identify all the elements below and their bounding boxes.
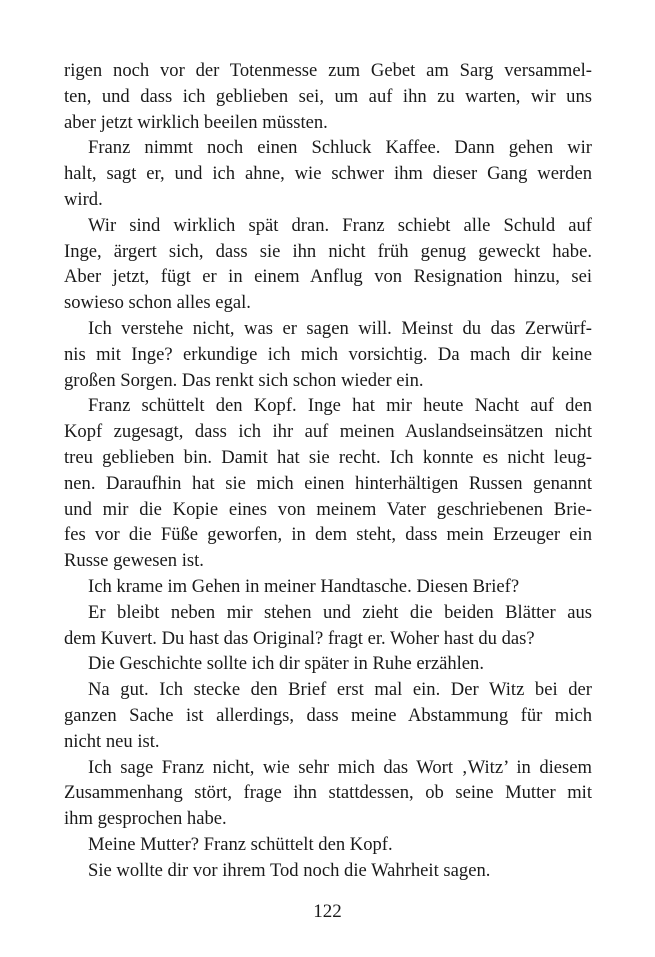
paragraph (64, 677, 592, 754)
text-line: Ich krame im Gehen in meiner Handtasche. Diesen Brief? (88, 575, 520, 597)
text-line: nis mit Inge? erkundige ich mich vorsichtig. Da mach dir keine (64, 343, 592, 365)
paragraph (64, 213, 592, 316)
text-line: Ich sage Franz nicht, wie sehr mich das Wort ‚Witz’ in diesem (88, 756, 592, 778)
paragraph (64, 600, 592, 652)
text-line: nicht neu ist. (64, 730, 160, 752)
page-number: 122 (313, 901, 342, 922)
text-line: Russe gewesen ist. (64, 550, 204, 572)
text-line: Kopf zugesagt, dass ich ihr auf meinen Auslandseinsätzen nicht (64, 421, 592, 443)
paragraph (64, 858, 592, 884)
text-line: großen Sorgen. Das renkt sich schon wieder ein. (64, 369, 424, 391)
text-line: halt, sagt er, und ich ahne, wie schwer ihm dieser Gang werden (64, 163, 592, 185)
text-line: Aber jetzt, fügt er in einem Anflug von Resignation hinzu, sei (64, 266, 592, 288)
text-line: Zusammenhang stört, frage ihn stattdessen, ob seine Mutter mit (64, 782, 592, 804)
text-line: Sie wollte dir vor ihrem Tod noch die Wahrheit sagen. (88, 859, 491, 881)
text-line: Franz schüttelt den Kopf. Inge hat mir heute Nacht auf den (88, 395, 592, 417)
text-line: Meine Mutter? Franz schüttelt den Kopf. (88, 833, 393, 855)
text-line: dem Kuvert. Du hast das Original? fragt er. Woher hast du das? (64, 627, 535, 649)
text-line: nen. Daraufhin hat sie mich einen hinterhältigen Russen genannt (64, 472, 592, 494)
text-line: Er bleibt neben mir stehen und zieht die beiden Blätter aus (88, 601, 592, 623)
text-line: Inge, ärgert sich, dass sie ihn nicht früh genug geweckt habe. (64, 240, 592, 262)
body-text (64, 58, 592, 884)
text-line: und mir die Kopie eines von meinem Vater geschriebenen Brie- (64, 498, 592, 520)
paragraph (64, 135, 592, 212)
text-line: ganzen Sache ist allerdings, dass meine Abstammung für mich (64, 704, 592, 726)
paragraph (64, 651, 592, 677)
text-line: ten, und dass ich geblieben sei, um auf ihn zu warten, wir uns (64, 85, 592, 107)
paragraph (64, 316, 592, 393)
text-line: rigen noch vor der Totenmesse zum Gebet am Sarg versammel- (64, 60, 592, 81)
paragraph (64, 832, 592, 858)
text-line: Franz nimmt noch einen Schluck Kaffee. Dann gehen wir (88, 137, 592, 159)
text-line: fes vor die Füße geworfen, in dem steht, dass mein Erzeuger ein (64, 524, 592, 546)
text-line: Na gut. Ich stecke den Brief erst mal ein. Der Witz bei der (88, 679, 592, 701)
paragraph (64, 574, 592, 600)
text-line: wird. (64, 188, 103, 210)
text-line: treu geblieben bin. Damit hat sie recht. Ich konnte es nicht leug- (64, 446, 592, 468)
paragraph (64, 393, 592, 574)
text-line: aber jetzt wirklich beeilen müssten. (64, 111, 328, 133)
text-line: Ich verstehe nicht, was er sagen will. Meinst du das Zerwürf- (88, 317, 592, 339)
paragraph (64, 58, 592, 135)
paragraph (64, 755, 592, 832)
text-line: Wir sind wirklich spät dran. Franz schiebt alle Schuld auf (88, 214, 592, 236)
text-line: sowieso schon alles egal. (64, 292, 251, 314)
text-line: Die Geschichte sollte ich dir später in Ruhe erzählen. (88, 653, 485, 675)
text-line: ihm gesprochen habe. (64, 808, 227, 830)
